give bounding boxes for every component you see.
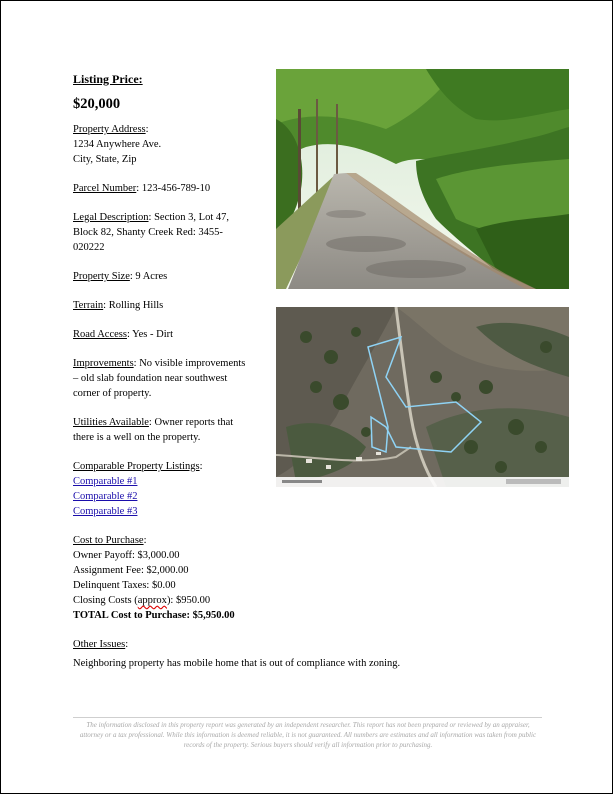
comparable-link-1[interactable]: Comparable #1 [73, 476, 138, 487]
legal-value-line2: Block 82, Shanty Creek Red: 3455- [73, 227, 223, 238]
road-value: Yes - Dirt [132, 329, 174, 340]
listing-price-label: Listing Price: [73, 72, 143, 86]
cost-label: Cost to Purchase [73, 535, 144, 546]
parcel-label: Parcel Number [73, 183, 137, 194]
cost-section: Cost to Purchase: [73, 535, 147, 546]
delinquent-taxes: Delinquent Taxes: $0.00 [73, 580, 176, 591]
improvements-line3: corner of property. [73, 388, 152, 399]
terrain-value: Rolling Hills [108, 300, 164, 311]
legal-value-line1: Section 3, Lot 47, [154, 212, 230, 223]
terrain-label: Terrain [73, 300, 104, 311]
utilities-line1: Owner reports that [154, 417, 234, 428]
footer-rule [73, 717, 542, 718]
parcel-section: Parcel Number: 123-456-789-10 [73, 183, 211, 194]
utilities-section: Utilities Available: Owner reports that [73, 417, 234, 428]
improvements-line2: – old slab foundation near southwest [73, 373, 228, 384]
listing-price: $20,000 [73, 96, 121, 112]
comparables-section: Comparable Property Listings: [73, 461, 203, 472]
improvements-section: Improvements: No visible improvements [73, 358, 246, 369]
owner-payoff: Owner Payoff: $3,000.00 [73, 550, 180, 561]
closing-costs-prefix: Closing Costs ( [73, 595, 138, 606]
other-label: Other Issues [73, 639, 126, 650]
improvements-label: Improvements [73, 358, 134, 369]
legal-label: Legal Description [73, 212, 149, 223]
legal-section: Legal Description: Section 3, Lot 47, [73, 212, 230, 223]
assignment-fee: Assignment Fee: $2,000.00 [73, 565, 189, 576]
comparables-label: Comparable Property Listings [73, 461, 200, 472]
address-line1: 1234 Anywhere Ave. [73, 139, 162, 150]
total-cost: TOTAL Cost to Purchase: $5,950.00 [73, 610, 235, 621]
aerial-parcel-map [276, 307, 569, 487]
address-line2: City, State, Zip [73, 154, 137, 165]
closing-costs-suffix: ): $950.00 [166, 595, 211, 606]
size-label: Property Size [73, 271, 130, 282]
size-value: 9 Acres [135, 271, 168, 282]
closing-costs [73, 593, 273, 608]
utilities-label: Utilities Available [73, 417, 149, 428]
comparable-link-3[interactable]: Comparable #3 [73, 506, 138, 517]
road-label: Road Access [73, 329, 127, 340]
utilities-line2: there is a well on the property. [73, 432, 201, 443]
terrain-section: Terrain: Rolling Hills [73, 300, 164, 311]
other-section: Other Issues: [73, 639, 129, 650]
improvements-line1: No visible improvements [139, 358, 246, 369]
legal-value-line3: 020222 [73, 242, 105, 253]
property-details [73, 72, 273, 652]
road-section: Road Access: Yes - Dirt [73, 329, 174, 340]
property-photo [276, 69, 569, 289]
comparable-link-2[interactable]: Comparable #2 [73, 491, 138, 502]
closing-costs-approx: approx [137, 595, 167, 606]
other-issues-value: Neighboring property has mobile home that is out of compliance with zoning. [73, 658, 401, 669]
address-section: Property Address: [73, 124, 149, 135]
footer-disclaimer: The information disclosed in this property report was generated by an independent researcher. This report has not been prepared or reviewed by an appraiser, attorney or a tax professional. While this information is deemed reliable, it is not guaranteed. All numbers are estimates and all information was taken from public records of the property. Serious buyers should verify all information prior to purchasing. [79, 721, 537, 749]
size-section: Property Size: 9 Acres [73, 271, 168, 282]
address-label: Property Address [73, 124, 146, 135]
parcel-value: 123-456-789-10 [141, 183, 211, 194]
